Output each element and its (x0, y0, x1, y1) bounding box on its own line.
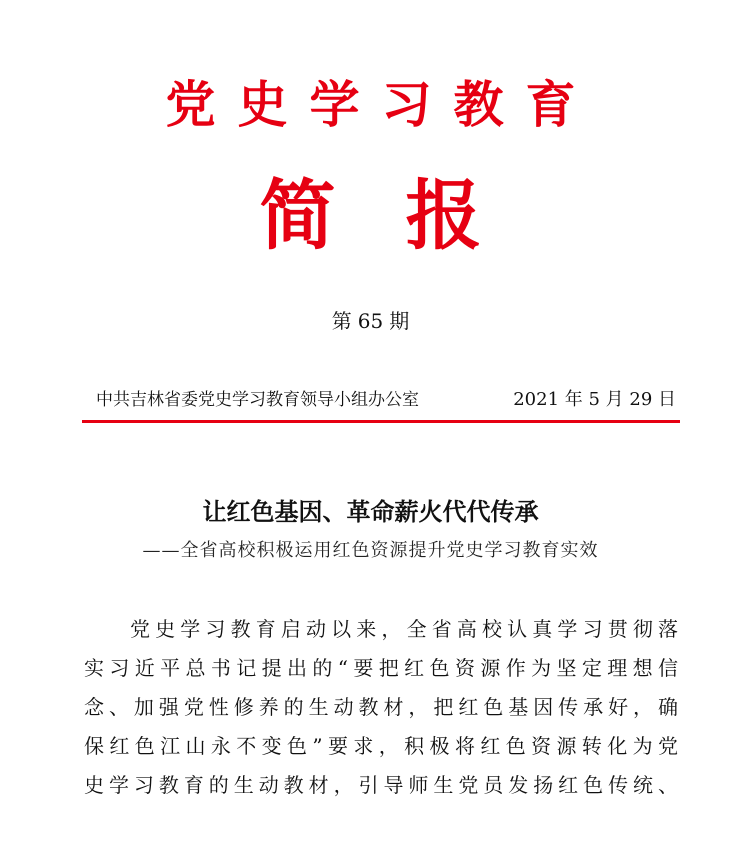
issue-value: 65 (357, 309, 384, 333)
body-line: 念、加强党性修养的生动教材，把红色基因传承好，确 (84, 695, 680, 719)
red-divider (82, 420, 680, 423)
issue-number (0, 306, 741, 336)
masthead-title: 党史学习教育 (165, 75, 598, 134)
masthead-subtitle: 简报 (259, 171, 552, 260)
issue-prefix: 第 (331, 309, 352, 333)
body-line: 实习近平总书记提出的“要把红色资源作为坚定理想信 (84, 656, 680, 680)
article-title: 让红色基因、革命薪火代代传承 (202, 497, 539, 526)
issue-suffix: 期 (389, 309, 410, 333)
article-body (84, 610, 680, 805)
issuer-row (96, 384, 676, 416)
body-line: 史学习教育的生动教材，引导师生党员发扬红色传统、 (84, 773, 680, 797)
body-line: 党史学习教育启动以来，全省高校认真学习贯彻落 (130, 617, 680, 641)
issuing-organization: 中共吉林省委党史学习教育领导小组办公室 (96, 390, 419, 410)
body-line: 保红色江山永不变色”要求，积极将红色资源转化为党 (84, 734, 680, 758)
article-subtitle: ——全省高校积极运用红色资源提升党史学习教育实效 (142, 540, 599, 561)
issue-date: 2021 年 5 月 29 日 (513, 389, 676, 410)
